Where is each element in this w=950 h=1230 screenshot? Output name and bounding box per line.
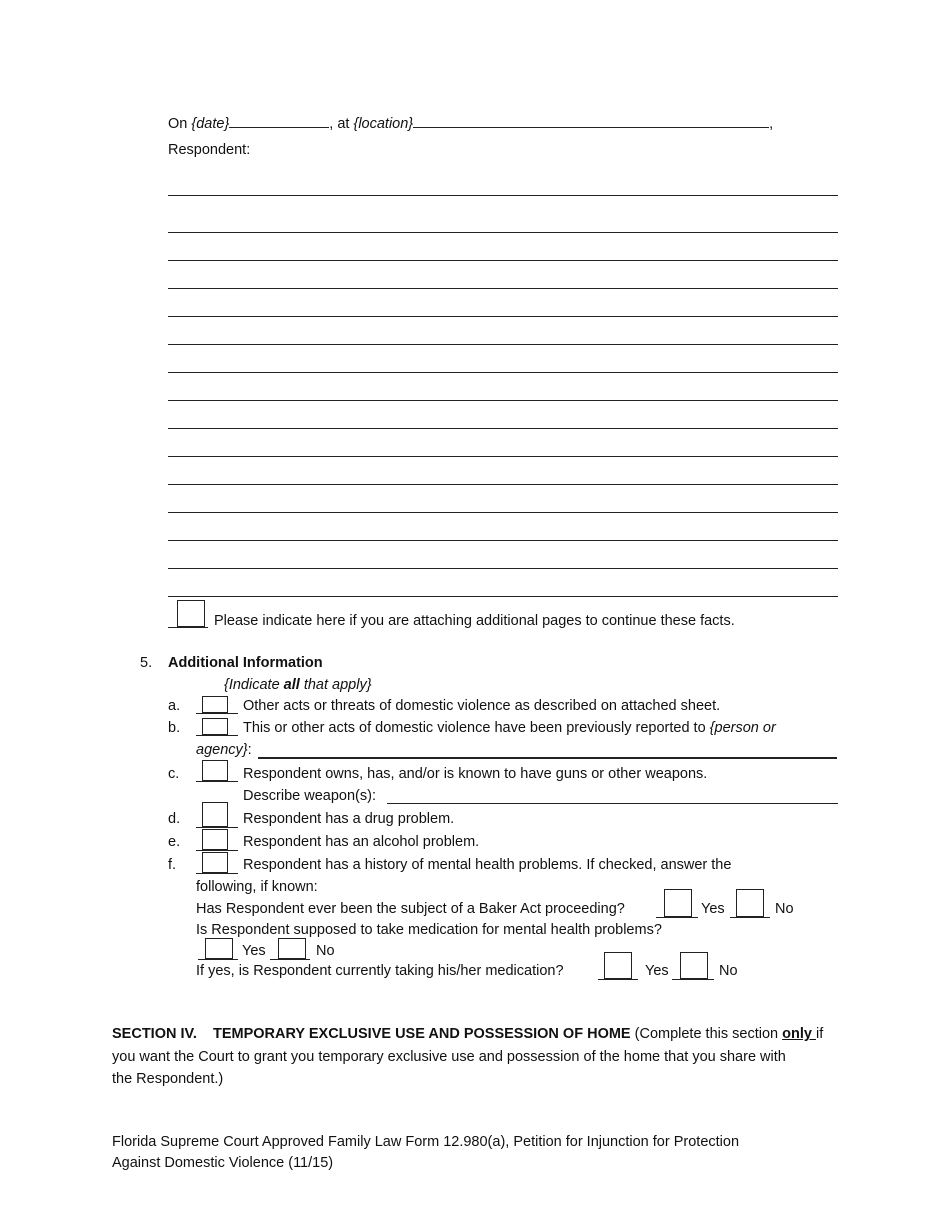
item-letter-c: c. <box>168 766 180 782</box>
checkbox-underline <box>196 781 238 782</box>
taking-medication-yes-label: Yes <box>645 963 669 979</box>
instruction-text: {Indicate all that apply} <box>224 677 372 693</box>
reported-to-field[interactable] <box>258 757 837 759</box>
checkbox-underline <box>270 959 310 960</box>
item-letter-a: a. <box>168 698 181 714</box>
item-c-checkbox[interactable] <box>202 760 228 781</box>
checkbox-underline <box>198 959 238 960</box>
attach-pages-label: Please indicate here if you are attaching additional pages to continue these facts. <box>214 613 735 629</box>
facts-line[interactable] <box>168 260 838 261</box>
checkbox-underline <box>730 917 770 918</box>
checkbox-underline <box>672 979 714 980</box>
facts-line[interactable] <box>168 232 838 233</box>
item-letter-f: f. <box>168 857 177 873</box>
checkbox-underline <box>196 713 238 714</box>
item-c-text: Respondent owns, has, and/or is known to have guns or other weapons. <box>243 766 708 782</box>
baker-act-yes-label: Yes <box>701 901 725 917</box>
checkbox-underline <box>598 979 638 980</box>
section-iv-heading-line: SECTION IV. TEMPORARY EXCLUSIVE USE AND POSSESSION OF HOME (Complete this section only if <box>112 1026 824 1042</box>
section-iv-heading: SECTION IV. TEMPORARY EXCLUSIVE USE AND POSSESSION OF HOME <box>112 1026 631 1042</box>
facts-line[interactable] <box>168 456 838 457</box>
item-b-checkbox[interactable] <box>202 718 228 735</box>
taking-medication-yes-checkbox[interactable] <box>604 952 632 979</box>
medication-question: Is Respondent supposed to take medication for mental health problems? <box>196 922 662 938</box>
item-d-text: Respondent has a drug problem. <box>243 811 455 827</box>
location-field[interactable] <box>413 113 769 128</box>
facts-line[interactable] <box>168 596 838 597</box>
medication-no-label: No <box>316 943 335 959</box>
item-d-checkbox[interactable] <box>202 802 228 827</box>
item-f-checkbox[interactable] <box>202 852 228 873</box>
checkbox-underline <box>196 850 238 851</box>
at-label: , at <box>329 116 350 132</box>
baker-act-yes-checkbox[interactable] <box>664 889 692 917</box>
facts-line[interactable] <box>168 484 838 485</box>
baker-act-no-label: No <box>775 901 794 917</box>
item-number: 5. <box>140 655 153 671</box>
attach-pages-checkbox[interactable] <box>177 600 205 627</box>
medication-yes-label: Yes <box>242 943 266 959</box>
facts-line[interactable] <box>168 316 838 317</box>
medication-yes-checkbox[interactable] <box>205 938 233 959</box>
footer-line2: Against Domestic Violence (11/15) <box>112 1155 334 1171</box>
describe-weapon-label: Describe weapon(s): <box>243 788 376 804</box>
date-location-line <box>168 113 773 133</box>
item-letter-d: d. <box>168 811 181 827</box>
item-e-text: Respondent has an alcohol problem. <box>243 834 480 850</box>
date-placeholder: {date} <box>191 116 230 132</box>
date-field[interactable] <box>229 113 329 128</box>
taking-medication-no-checkbox[interactable] <box>680 952 708 979</box>
additional-info-heading: Additional Information <box>168 655 323 671</box>
facts-line[interactable] <box>168 540 838 541</box>
checkbox-underline <box>656 917 698 918</box>
checkbox-underline <box>168 627 208 628</box>
item-letter-b: b. <box>168 720 181 736</box>
item-a-text: Other acts or threats of domestic violence as described on attached sheet. <box>243 698 721 714</box>
taking-medication-no-label: No <box>719 963 738 979</box>
footer-line1: Florida Supreme Court Approved Family Law Form 12.980(a), Petition for Injunction for Protection <box>112 1134 740 1150</box>
item-a-checkbox[interactable] <box>202 696 228 713</box>
facts-line[interactable] <box>168 400 838 401</box>
describe-weapon-field[interactable] <box>387 803 838 804</box>
baker-act-no-checkbox[interactable] <box>736 889 764 917</box>
item-f-text: Respondent has a history of mental health problems. If checked, answer the <box>243 857 732 873</box>
facts-line[interactable] <box>168 344 838 345</box>
medication-no-checkbox[interactable] <box>278 938 306 959</box>
trailing-comma: , <box>769 116 774 132</box>
checkbox-underline <box>196 827 238 828</box>
section-iv-line3: the Respondent.) <box>112 1071 224 1087</box>
checkbox-underline <box>196 873 238 874</box>
facts-line[interactable] <box>168 195 838 196</box>
facts-line[interactable] <box>168 512 838 513</box>
checkbox-underline <box>196 735 238 736</box>
facts-line[interactable] <box>168 568 838 569</box>
facts-line[interactable] <box>168 288 838 289</box>
taking-medication-question: If yes, is Respondent currently taking his/her medication? <box>196 963 564 979</box>
baker-act-question: Has Respondent ever been the subject of a Baker Act proceeding? <box>196 901 625 917</box>
item-b-text: This or other acts of domestic violence have been previously reported to {person or <box>243 720 776 736</box>
respondent-label: Respondent: <box>168 142 251 158</box>
section-iv-line2: you want the Court to grant you temporary exclusive use and possession of the home that you share with <box>112 1049 786 1065</box>
facts-line[interactable] <box>168 372 838 373</box>
item-e-checkbox[interactable] <box>202 829 228 850</box>
item-letter-e: e. <box>168 834 181 850</box>
on-label: On <box>168 116 188 132</box>
item-f-line2: following, if known: <box>196 879 318 895</box>
location-placeholder: {location} <box>353 116 414 132</box>
item-b-line2: agency}: <box>196 742 252 758</box>
facts-line[interactable] <box>168 428 838 429</box>
